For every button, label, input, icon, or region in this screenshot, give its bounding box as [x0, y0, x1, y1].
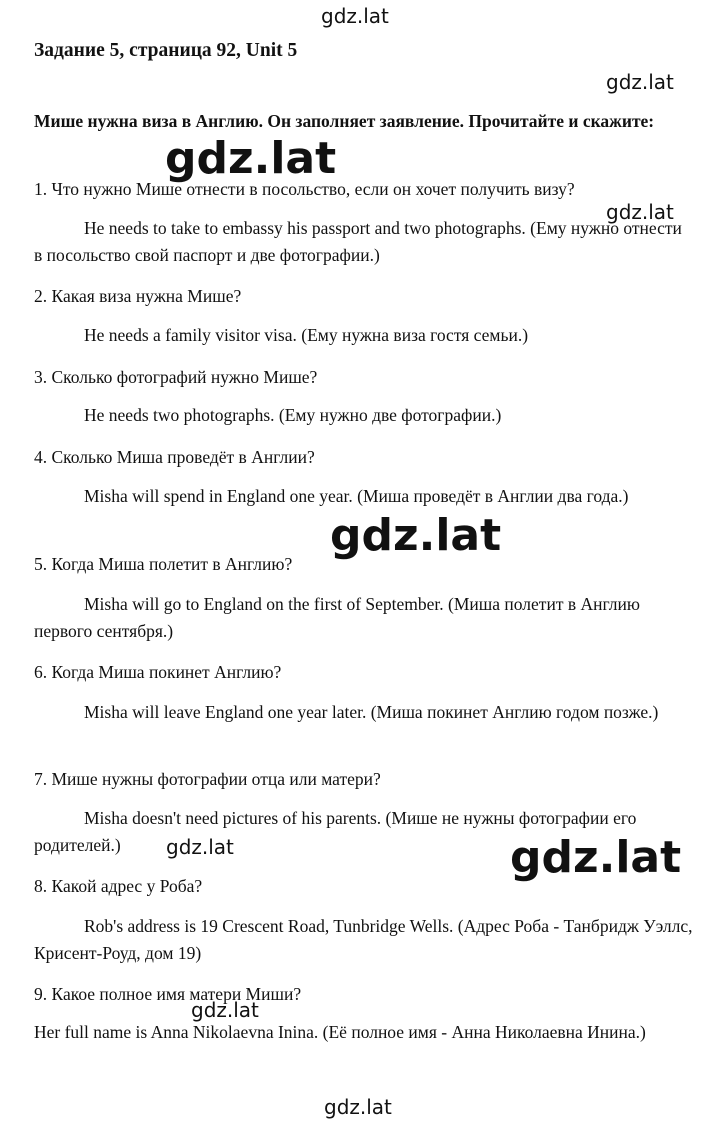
answer-3: He needs two photographs. (Ему нужно две фотографии.)	[84, 405, 502, 425]
question-7: 7. Мише нужны фотографии отца или матери?	[34, 769, 381, 789]
watermark: gdz.lat	[321, 4, 389, 28]
question-3: 3. Сколько фотографий нужно Мише?	[34, 367, 318, 387]
question-8: 8. Какой адрес у Роба?	[34, 876, 203, 896]
watermark: gdz.lat	[166, 835, 234, 859]
watermark: gdz.lat	[510, 832, 682, 883]
answer-9: Her full name is Anna Nikolaevna Inina. (Её полное имя - Анна Николаевна Инина.)	[34, 1022, 646, 1042]
question-5: 5. Когда Миша полетит в Англию?	[34, 554, 293, 574]
answer-6: Misha will leave England one year later. (Миша покинет Англию годом позже.)	[84, 702, 659, 722]
answer-1: He needs to take to embassy his passport and two photographs. (Ему нужно отнести в посольство свой паспорт и две фотографии.)	[34, 218, 682, 265]
watermark: gdz.lat	[191, 998, 259, 1022]
watermark: gdz.lat	[330, 510, 502, 561]
task-instructions: Мише нужна виза в Англию. Он заполняет заявление. Прочитайте и скажите:	[34, 111, 655, 131]
question-2: 2. Какая виза нужна Мише?	[34, 286, 242, 306]
answer-4: Misha will spend in England one year. (Миша проведёт в Англии два года.)	[84, 486, 629, 506]
watermark: gdz.lat	[165, 133, 337, 184]
answer-2-text: He needs a family visitor visa. (Ему нужна виза гостя семьи.)	[84, 325, 529, 345]
answer-7: Misha doesn't need pictures of his parents. (Мише не нужны фотографии его родителей.)	[34, 808, 637, 855]
question-9: 9. Какое полное имя матери Миши?	[34, 984, 302, 1004]
question-4: 4. Сколько Миша проведёт в Англии?	[34, 447, 315, 467]
question-6: 6. Когда Миша покинет Англию?	[34, 662, 282, 682]
watermark: gdz.lat	[324, 1095, 392, 1119]
answer-8: Rob's address is 19 Crescent Road, Tunbridge Wells. (Адрес Роба - Танбридж Уэллс, Крисент-Роуд, дом 19)	[34, 916, 693, 963]
answer-5: Misha will go to England on the first of September. (Миша полетит в Англию первого сентября.)	[34, 594, 640, 641]
watermark: gdz.lat	[606, 200, 674, 224]
watermark: gdz.lat	[606, 70, 674, 94]
page-title: Задание 5, страница 92, Unit 5	[34, 40, 298, 61]
question-1: 1. Что нужно Мише отнести в посольство, если он хочет получить визу?	[34, 179, 575, 199]
